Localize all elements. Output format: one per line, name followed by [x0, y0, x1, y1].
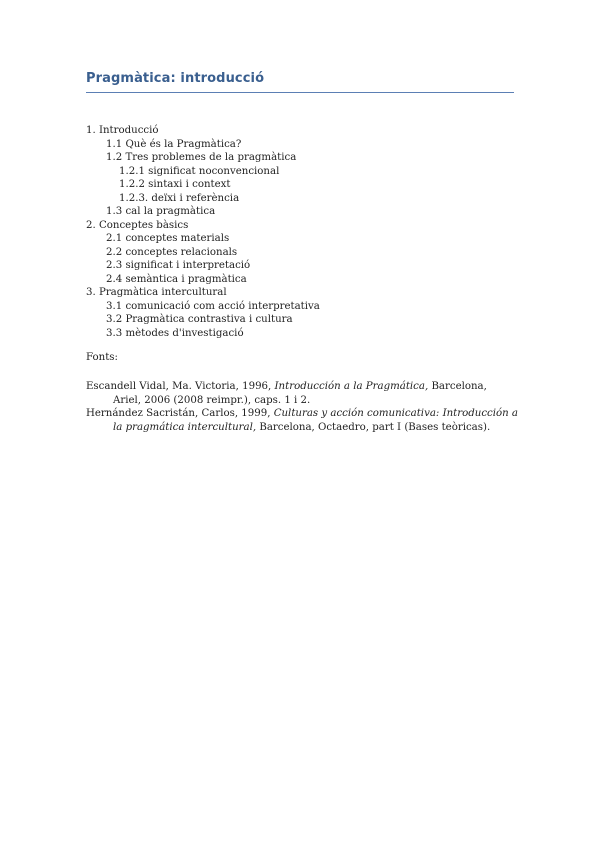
reference-author-year: Escandell Vidal, Ma. Victoria, 1996,: [86, 381, 275, 392]
toc-item: 2.1 conceptes materials: [106, 233, 230, 244]
sources-heading: Fonts:: [86, 352, 118, 363]
toc-item: 2.3 significat i interpretació: [106, 260, 251, 271]
toc-item: 3. Pragmàtica intercultural: [86, 287, 227, 298]
toc-item: 3.2 Pragmàtica contrastiva i cultura: [106, 314, 293, 325]
toc-item: 1.3 cal la pragmàtica: [106, 206, 216, 217]
reference-author-year: Hernández Sacristán, Carlos, 1999,: [86, 408, 274, 419]
toc-item: 2. Conceptes bàsics: [86, 219, 189, 231]
toc-item: 1.2.3. deïxi i referència: [119, 192, 240, 204]
references-list: [86, 380, 518, 434]
reference-entry: [86, 407, 518, 434]
reference-publisher: Barcelona, Octaedro, part I (Bases teòricas).: [256, 421, 491, 433]
table-of-contents: [86, 124, 526, 340]
toc-item: 3.3 mètodes d'investigació: [106, 327, 244, 339]
reference-title: Introducción a la Pragmática,: [274, 381, 429, 392]
toc-item: 1.2.1 significat noconvencional: [119, 165, 280, 177]
title-underline: [86, 92, 514, 93]
toc-item: 1.2.2 sintaxi i context: [119, 179, 231, 190]
reference-entry: [86, 380, 518, 407]
toc-item: 1.1 Què és la Pragmàtica?: [106, 138, 242, 150]
toc-item: 2.2 conceptes relacionals: [106, 246, 238, 258]
toc-item: 1. Introducció: [86, 125, 159, 136]
toc-item: 3.1 comunicació com acció interpretativa: [106, 300, 320, 312]
toc-item: 1.2 Tres problemes de la pragmàtica: [106, 152, 297, 163]
reference-publisher: Barcelona, Ariel, 2006 (2008 reimpr.), caps. 1 i 2.: [113, 381, 487, 406]
page-title: Pragmàtica: introducció: [86, 71, 265, 86]
reference-title: Culturas y acción comunicativa: Introducción a la pragmática intercultural,: [113, 408, 519, 433]
toc-item: 2.4 semàntica i pragmàtica: [106, 273, 247, 285]
